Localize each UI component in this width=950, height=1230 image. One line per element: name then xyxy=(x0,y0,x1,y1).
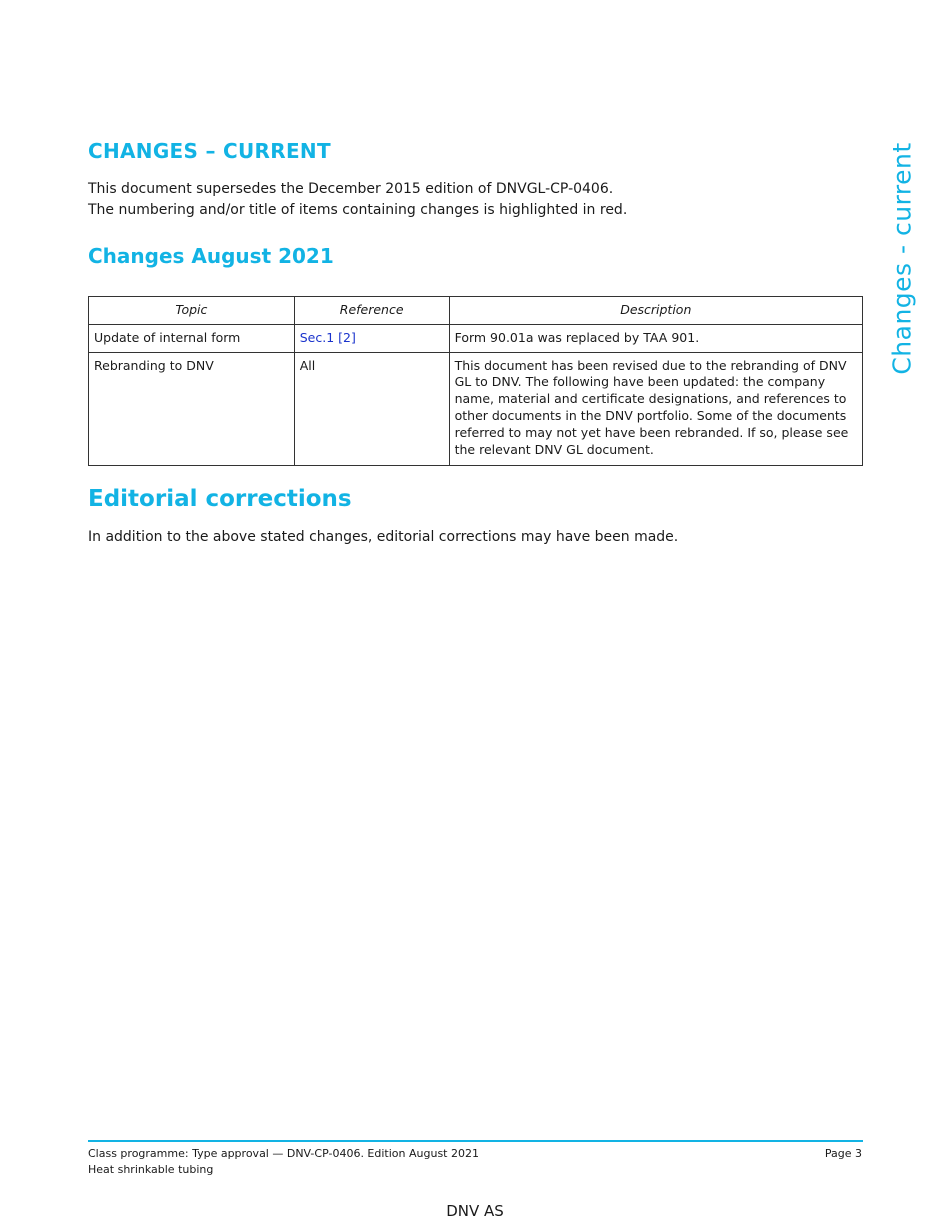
page-title: CHANGES – CURRENT xyxy=(88,139,331,163)
table-row xyxy=(89,324,863,352)
sidebar-label-text: Changes - current xyxy=(888,141,917,375)
footer-divider xyxy=(88,1140,863,1142)
cell-description: This document has been revised due to the rebranding of DNV GL to DNV. The following have been updated: the company name, material and certificate designations, and references to other documents in the DNV portfolio. Some of the documents referred to may not yet have been rebranded. If so, please see the relevant DNV GL document. xyxy=(449,352,862,466)
footer-info xyxy=(88,1146,479,1178)
editorial-section-title: Editorial corrections xyxy=(88,486,352,512)
changes-table xyxy=(88,296,863,466)
column-header-topic: Topic xyxy=(89,297,295,325)
sidebar-section-label xyxy=(880,141,925,375)
cell-reference xyxy=(294,324,449,352)
company-name: DNV AS xyxy=(446,1202,504,1220)
table-row xyxy=(89,352,863,466)
cell-topic: Update of internal form xyxy=(89,324,295,352)
intro-line-1: This document supersedes the December 2015 edition of DNVGL-CP-0406. xyxy=(88,181,614,197)
column-header-description: Description xyxy=(449,297,862,325)
cell-topic: Rebranding to DNV xyxy=(89,352,295,466)
column-header-reference: Reference xyxy=(294,297,449,325)
editorial-text: In addition to the above stated changes, editorial corrections may have been made. xyxy=(88,529,679,545)
footer-subject: Heat shrinkable tubing xyxy=(88,1163,214,1176)
cell-reference: All xyxy=(294,352,449,466)
changes-section-title: Changes August 2021 xyxy=(88,244,334,268)
cell-description: Form 90.01a was replaced by TAA 901. xyxy=(449,324,862,352)
page-number: Page 3 xyxy=(824,1147,862,1160)
footer-programme: Class programme: Type approval — DNV-CP-0406. Edition August 2021 xyxy=(88,1147,479,1160)
table-header-row xyxy=(89,297,863,325)
intro-line-2: The numbering and/or title of items containing changes is highlighted in red. xyxy=(88,202,628,218)
reference-link[interactable]: Sec.1 [2] xyxy=(299,329,356,345)
